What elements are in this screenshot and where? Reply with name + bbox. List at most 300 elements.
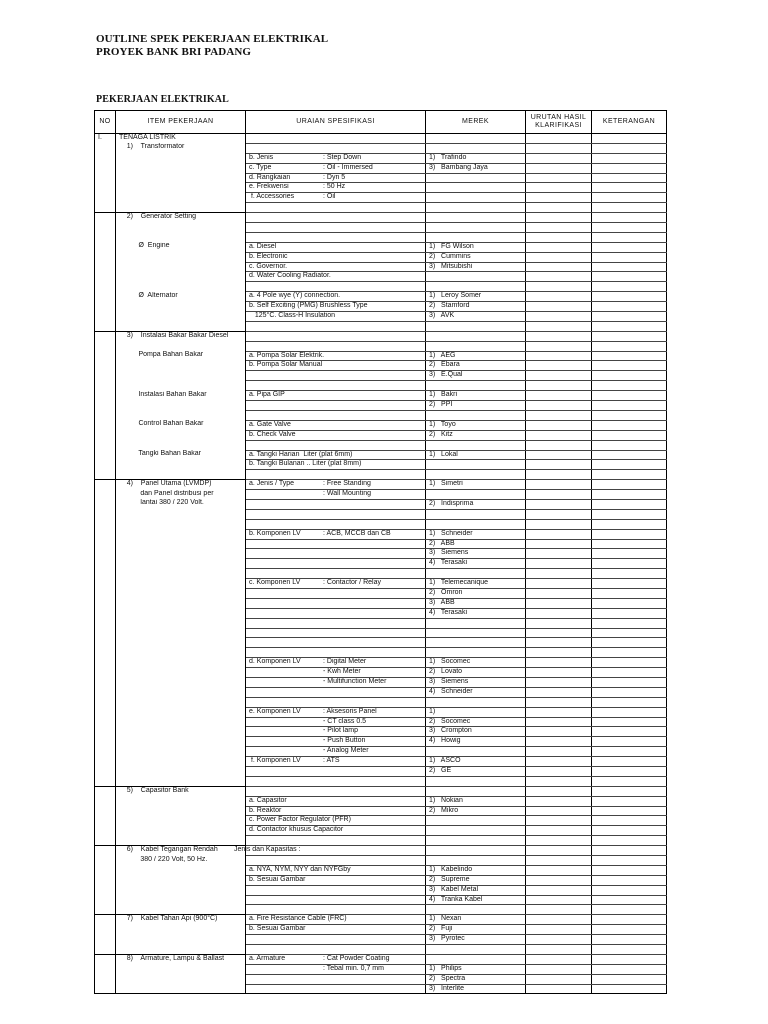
cell-item: 2) Generator Setting [116,213,246,223]
cell-brand: 3) Siemens [426,549,526,559]
cell-spec [246,925,426,935]
table-row [95,371,667,381]
cell-brand: 2) Omron [426,588,526,598]
cell-clarification [526,687,592,697]
cell-spec [246,747,426,757]
cell-spec [246,598,426,608]
cell-item: 3) Instalasi Bakar Bakar Diesel [116,331,246,341]
cell-item: Ø Alternator [116,292,246,302]
cell-notes [592,816,667,826]
cell-clarification [526,351,592,361]
cell-clarification [526,964,592,974]
cell-brand: 2) Cummins [426,252,526,262]
cell-no [95,252,116,262]
table-row [95,272,667,282]
cell-item [116,826,246,836]
table-row [95,717,667,727]
spec-label: b. Tangki Bulanan .. Liter (plat 8mm) [249,460,362,468]
cell-item [116,757,246,767]
cell-no [95,381,116,391]
cell-no [95,954,116,964]
spec-label: 125°C. Class-H Insulation [249,312,336,320]
cell-no: I. [95,134,116,144]
cell-notes [592,163,667,173]
table-row [95,312,667,322]
cell-item [116,816,246,826]
cell-brand [426,519,526,529]
cell-brand: 2) Socomec [426,717,526,727]
cell-spec [246,292,426,302]
cell-brand [426,134,526,144]
cell-notes [592,272,667,282]
cell-notes [592,213,667,223]
spec-value: : Step Down [323,153,362,161]
cell-brand [426,945,526,955]
cell-item: lantai 380 / 220 Volt. [116,499,246,509]
table-body [95,134,667,994]
cell-brand: 1) ASCO [426,757,526,767]
cell-no [95,302,116,312]
cell-brand [426,509,526,519]
cell-brand: 2) Supreme [426,875,526,885]
cell-clarification [526,717,592,727]
cell-no [95,569,116,579]
cell-clarification [526,767,592,777]
table-row [95,618,667,628]
cell-no [95,499,116,509]
cell-notes [592,450,667,460]
cell-no [95,875,116,885]
cell-item [116,598,246,608]
cell-no [95,707,116,717]
col-header-item: ITEM PEKERJAAN [116,111,246,134]
spec-label: d. Contactor khusus Capacitor [249,826,344,834]
cell-brand: 2) Kitz [426,430,526,440]
cell-item [116,806,246,816]
table-row [95,559,667,569]
spec-value: - Pilot lamp [323,727,359,735]
cell-spec [246,163,426,173]
cell-brand: 1) AEG [426,351,526,361]
cell-no [95,668,116,678]
cell-notes [592,796,667,806]
cell-item [116,935,246,945]
cell-clarification [526,163,592,173]
cell-clarification [526,846,592,856]
cell-no [95,856,116,866]
cell-spec [246,767,426,777]
cell-item [116,747,246,757]
cell-no [95,588,116,598]
cell-clarification [526,885,592,895]
table-row [95,767,667,777]
table-row [95,213,667,223]
cell-no [95,826,116,836]
cell-notes [592,559,667,569]
cell-notes [592,539,667,549]
cell-notes [592,569,667,579]
cell-clarification [526,450,592,460]
cell-item [116,549,246,559]
cell-clarification [526,440,592,450]
cell-brand [426,836,526,846]
cell-brand [426,173,526,183]
cell-no [95,974,116,984]
spec-label: a. Gate Valve [249,420,291,428]
cell-no [95,549,116,559]
cell-no [95,519,116,529]
cell-item: TENAGA LISTRIK [116,134,246,144]
cell-brand [426,203,526,213]
cell-brand: 1) Socomec [426,658,526,668]
cell-notes [592,381,667,391]
cell-spec [246,252,426,262]
spec-label: b. Self Exciting (PMG) Brushless Type [249,302,368,310]
cell-item: 6) Kabel Tegangan Rendah [116,846,246,856]
cell-spec [246,391,426,401]
table-row [95,134,667,144]
table-row [95,856,667,866]
cell-clarification [526,223,592,233]
cell-notes [592,579,667,589]
spec-label: b. Reaktor [249,806,282,814]
cell-spec [246,321,426,331]
spec-label: a. Diesel [249,242,277,250]
cell-notes [592,341,667,351]
cell-spec [246,312,426,322]
cell-notes [592,658,667,668]
spec-value: : Cat Powder Coating [323,954,390,962]
col-header-spec: URAIAN SPESIFIKASI [246,111,426,134]
spec-value: : Oil - Immersed [323,163,373,171]
table-row [95,707,667,717]
cell-item [116,865,246,875]
col-header-notes: KETERANGAN [592,111,667,134]
table-row [95,509,667,519]
cell-no [95,885,116,895]
table-row [95,153,667,163]
cell-item [116,984,246,994]
cell-item: 5) Capasitor Bank [116,786,246,796]
spec-label: a. Capasitor [249,796,287,804]
spec-label: e. Komponen LV [249,707,301,715]
document-title: OUTLINE SPEK PEKERJAAN ELEKTRIKAL [96,33,329,45]
table-row [95,954,667,964]
cell-no [95,677,116,687]
cell-notes [592,727,667,737]
cell-notes [592,618,667,628]
table-row [95,282,667,292]
cell-item [116,401,246,411]
cell-no [95,608,116,618]
table-row [95,905,667,915]
cell-spec [246,865,426,875]
cell-clarification [526,321,592,331]
cell-item [116,282,246,292]
cell-clarification [526,618,592,628]
cell-item: Instalasi Bahan Bakar [116,391,246,401]
cell-clarification [526,203,592,213]
spec-value: : Tebal min. 0,7 mm [323,964,384,972]
spec-table [94,110,667,994]
table-row [95,579,667,589]
table-row [95,935,667,945]
cell-no [95,509,116,519]
cell-notes [592,974,667,984]
cell-notes [592,223,667,233]
cell-spec [246,262,426,272]
cell-notes [592,638,667,648]
cell-item [116,628,246,638]
cell-spec [246,727,426,737]
cell-clarification [526,470,592,480]
cell-spec [246,173,426,183]
table-row [95,480,667,490]
cell-spec [246,588,426,598]
cell-item: Tangki Bahan Bakar [116,450,246,460]
cell-brand: 2) Mikro [426,806,526,816]
cell-no [95,727,116,737]
cell-clarification [526,499,592,509]
cell-no [95,420,116,430]
cell-notes [592,242,667,252]
cell-spec [246,648,426,658]
cell-notes [592,668,667,678]
cell-item [116,974,246,984]
cell-item [116,579,246,589]
table-row [95,697,667,707]
cell-item [116,509,246,519]
spec-label: c. Power Factor Regulator (PFR) [249,816,351,824]
cell-no [95,905,116,915]
cell-clarification [526,984,592,994]
spec-label: f. Komponen LV [249,757,301,765]
table-row [95,747,667,757]
cell-clarification [526,598,592,608]
cell-brand [426,638,526,648]
cell-spec [246,687,426,697]
cell-no [95,648,116,658]
cell-spec [246,519,426,529]
table-row [95,302,667,312]
cell-no [95,697,116,707]
cell-brand: 4) Terasaki [426,559,526,569]
cell-clarification [526,579,592,589]
cell-item [116,183,246,193]
cell-clarification [526,806,592,816]
table-row [95,381,667,391]
spec-value: : Contactor / Relay [323,579,381,587]
spec-label: a. Armature [249,954,286,962]
spec-value: : ACB, MCCB dan CB [323,529,391,537]
cell-clarification [526,519,592,529]
cell-spec [246,153,426,163]
cell-notes [592,737,667,747]
cell-clarification [526,974,592,984]
cell-spec [246,697,426,707]
cell-no [95,321,116,331]
spec-label: d. Water Cooling Radiator. [249,272,331,280]
cell-no [95,430,116,440]
cell-spec [246,509,426,519]
cell-brand [426,223,526,233]
cell-notes [592,420,667,430]
table-row [95,163,667,173]
cell-notes [592,193,667,203]
cell-spec [246,776,426,786]
table-row [95,252,667,262]
cell-no [95,460,116,470]
cell-clarification [526,252,592,262]
cell-notes [592,964,667,974]
cell-notes [592,608,667,618]
cell-notes [592,371,667,381]
table-row [95,519,667,529]
cell-spec [246,440,426,450]
cell-item [116,529,246,539]
cell-no [95,598,116,608]
table-row [95,796,667,806]
table-row [95,183,667,193]
cell-brand: 1) Kabelindo [426,865,526,875]
table-row [95,341,667,351]
cell-clarification [526,677,592,687]
cell-item [116,697,246,707]
cell-no [95,450,116,460]
table-row [95,816,667,826]
cell-clarification [526,925,592,935]
cell-notes [592,945,667,955]
spec-value: : Oil [323,193,336,201]
cell-brand: 2) Indisprima [426,499,526,509]
cell-spec [246,420,426,430]
cell-spec [246,935,426,945]
cell-clarification [526,559,592,569]
table-row [95,292,667,302]
cell-spec [246,549,426,559]
spec-label: a. Tangki Harian Liter (plat 6mm) [249,450,353,458]
table-row [95,173,667,183]
spec-value: : Aksesoris Panel [323,707,377,715]
cell-notes [592,203,667,213]
cell-spec [246,569,426,579]
cell-brand: 3) Mitsubishi [426,262,526,272]
cell-brand [426,282,526,292]
table-row [95,737,667,747]
cell-notes [592,826,667,836]
cell-no [95,816,116,826]
table-row [95,757,667,767]
cell-item [116,905,246,915]
cell-clarification [526,232,592,242]
spec-label: b. Check Valve [249,430,296,438]
cell-no [95,173,116,183]
table-row [95,391,667,401]
cell-brand: 2) Spectra [426,974,526,984]
cell-notes [592,846,667,856]
cell-brand: 2) Stamford [426,302,526,312]
cell-notes [592,401,667,411]
cell-no [95,213,116,223]
cell-item [116,460,246,470]
cell-notes [592,292,667,302]
table-row [95,598,667,608]
col-header-clarification: URUTAN HASIL KLARIFIKASI [526,111,592,134]
cell-notes [592,747,667,757]
cell-clarification [526,302,592,312]
section-title: PEKERJAAN ELEKTRIKAL [96,94,229,105]
cell-spec [246,757,426,767]
cell-spec [246,143,426,153]
spec-value: - CT class 0.5 [323,717,367,725]
cell-notes [592,648,667,658]
project-title: PROYEK BANK BRI PADANG [96,46,252,58]
cell-item: 8) Armature, Lampu & Ballast [116,954,246,964]
cell-item [116,964,246,974]
cell-clarification [526,569,592,579]
cell-item [116,371,246,381]
cell-no [95,964,116,974]
cell-no [95,895,116,905]
cell-notes [592,707,667,717]
cell-item [116,361,246,371]
cell-clarification [526,401,592,411]
table-row [95,915,667,925]
cell-brand [426,321,526,331]
cell-notes [592,767,667,777]
cell-item [116,707,246,717]
cell-notes [592,519,667,529]
cell-notes [592,875,667,885]
cell-brand: 4) Terasaki [426,608,526,618]
cell-spec [246,885,426,895]
cell-clarification [526,658,592,668]
spec-label: c. Type [249,163,272,171]
cell-notes [592,460,667,470]
cell-notes [592,865,667,875]
cell-spec [246,213,426,223]
cell-no [95,865,116,875]
cell-brand [426,470,526,480]
cell-clarification [526,638,592,648]
cell-spec [246,351,426,361]
table-row [95,440,667,450]
cell-spec [246,668,426,678]
cell-notes [592,490,667,500]
cell-item: Control Bahan Bakar [116,420,246,430]
cell-spec [246,658,426,668]
table-row [95,529,667,539]
cell-no [95,786,116,796]
cell-spec [246,480,426,490]
cell-brand: 2) Ebara [426,361,526,371]
cell-notes [592,302,667,312]
spec-label: b. Electronic [249,252,288,260]
cell-clarification [526,796,592,806]
cell-notes [592,856,667,866]
cell-clarification [526,905,592,915]
cell-brand [426,846,526,856]
cell-clarification [526,776,592,786]
cell-spec [246,717,426,727]
table-row [95,569,667,579]
cell-item: Ø Engine [116,242,246,252]
cell-spec [246,499,426,509]
cell-brand: 2) PPI [426,401,526,411]
table-row [95,143,667,153]
cell-notes [592,440,667,450]
cell-brand [426,954,526,964]
